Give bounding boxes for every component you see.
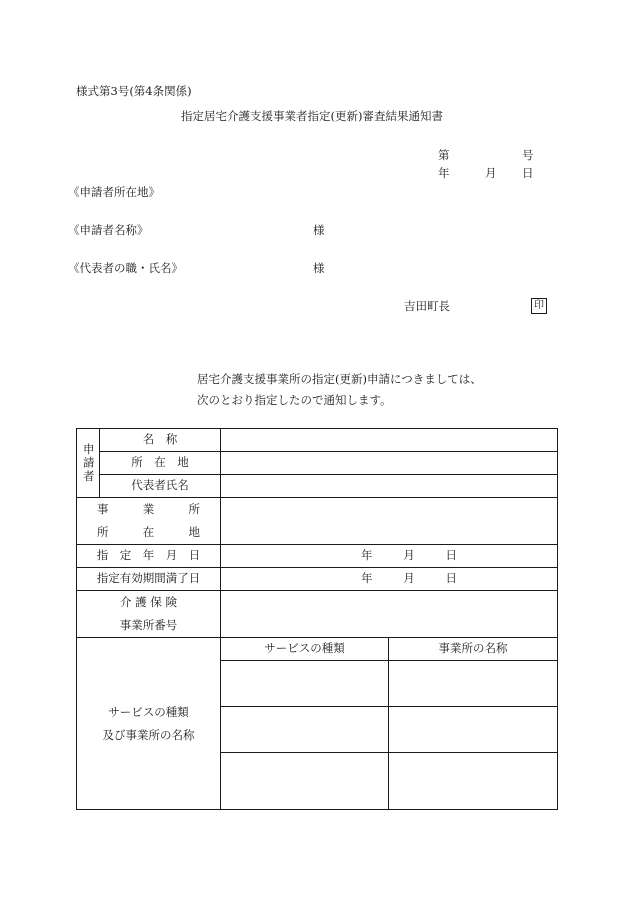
applicant-address: 《申請者所在地》 [68, 185, 160, 199]
service-type-label-line2: 及び事業所の名称 [102, 727, 195, 742]
table-row [77, 452, 558, 475]
office-location-line2: 所 在 地 [97, 525, 200, 539]
office-name-field-2[interactable] [389, 707, 558, 753]
insurance-number-label-line2: 事業所番号 [119, 618, 178, 632]
doc-number-prefix: 第 [438, 148, 450, 162]
insurance-number-label-cell [77, 591, 221, 638]
notification-table [76, 428, 558, 810]
table-row [77, 429, 558, 452]
table-row [77, 545, 558, 568]
office-name-header: 事業所の名称 [389, 638, 558, 661]
service-type-field-2[interactable] [221, 707, 389, 753]
table-row [77, 475, 558, 498]
body-text-line2: 次のとおり指定したので通知します。 [197, 393, 392, 407]
applicant-representative: 《代表者の職・氏名》 [68, 261, 183, 275]
issuer-name: 吉田町長 [404, 299, 450, 313]
issue-date-day: 日 [522, 166, 534, 180]
table-row [77, 568, 558, 591]
issue-date-year: 年 [438, 166, 450, 180]
service-type-header: サービスの種類 [221, 638, 389, 661]
office-location-line1: 事 業 所 [97, 502, 200, 516]
seal-stamp: 印 [531, 298, 547, 314]
table-row [77, 591, 558, 638]
service-type-field-3[interactable] [221, 753, 389, 810]
form-number: 様式第3号(第4条関係) [76, 84, 192, 98]
address-label: 所 在 地 [100, 452, 221, 475]
table-row [77, 638, 558, 661]
insurance-number-label-line1: 介 護 保 険 [120, 595, 177, 609]
doc-number-suffix: 号 [522, 148, 534, 162]
body-text-line1: 居宅介護支援事業所の指定(更新)申請につきましては、 [197, 372, 482, 386]
expiry-date-value[interactable]: 年 月 日 [221, 568, 558, 591]
name-label: 名 称 [100, 429, 221, 452]
office-location-label-cell [77, 498, 221, 545]
office-name-field-1[interactable] [389, 661, 558, 707]
designation-date-value[interactable]: 年 月 日 [221, 545, 558, 568]
service-type-field-1[interactable] [221, 661, 389, 707]
address-value-field[interactable] [221, 452, 558, 475]
document-title: 指定居宅介護支援事業者指定(更新)審査結果通知書 [181, 109, 443, 123]
representative-value-field[interactable] [221, 475, 558, 498]
office-name-field-3[interactable] [389, 753, 558, 810]
applicant-name: 《申請者名称》 [68, 223, 149, 237]
applicant-group-label: 申請者 [81, 442, 96, 484]
table-row [77, 498, 558, 545]
designation-date-label: 指 定 年 月 日 [77, 545, 221, 568]
expiry-date-label: 指定有効期間満了日 [77, 568, 221, 591]
applicant-group-cell [77, 429, 100, 498]
office-location-value-field[interactable] [221, 498, 558, 545]
insurance-number-value-field[interactable] [221, 591, 558, 638]
representative-label: 代表者氏名 [100, 475, 221, 498]
service-type-label-cell [77, 638, 221, 810]
applicant-representative-honorific: 様 [313, 261, 325, 275]
issue-date-month: 月 [485, 166, 497, 180]
service-type-label-line1: サービスの種類 [108, 704, 189, 719]
name-value-field[interactable] [221, 429, 558, 452]
applicant-name-honorific: 様 [313, 223, 325, 237]
